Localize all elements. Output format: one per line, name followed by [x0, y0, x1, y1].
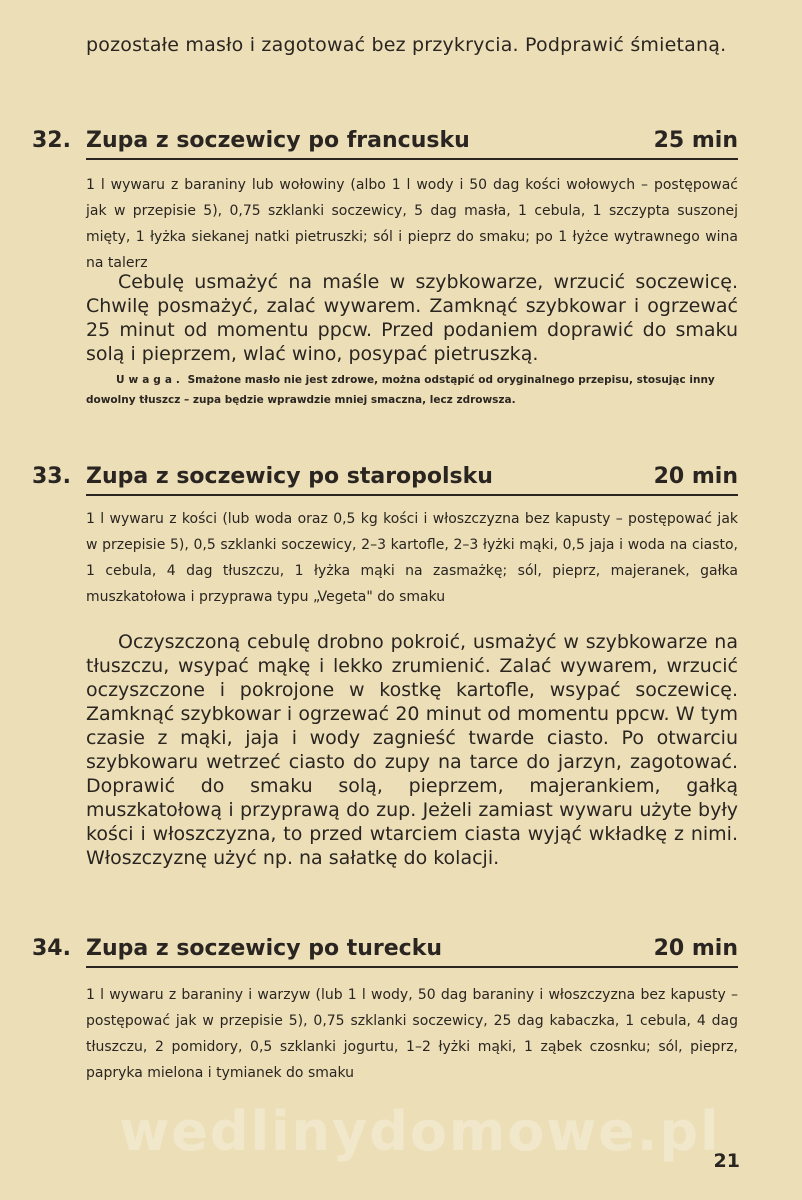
recipe-number: 32.: [32, 128, 71, 153]
recipe-32-note: [86, 370, 738, 410]
page-number: 21: [713, 1150, 740, 1172]
header-rule: [86, 966, 738, 968]
recipe-32-ingredients: 1 l wywaru z baraniny lub wołowiny (albo 1 l wody i 50 dag kości wołowych – postępować jak w przepisie 5), 0,75 szklanki soczewicy, 5 dag masła, 1 cebula, 1 szczypta suszonej mięty, 1 łyżka siekanej natki pietruszki; sól i pieprz do smaku; po 1 łyżce wytrawnego wina na talerz: [86, 177, 738, 271]
recipe-33-ingredients: 1 l wywaru z kości (lub woda oraz 0,5 kg kości i włoszczyzna bez kapusty – postępować jak w przepisie 5), 0,5 szklanki soczewicy, 2–3 kartofle, 2–3 łyżki mąki, 0,5 jaja i woda na ciasto, 1 cebula, 4 dag tłuszczu, 1 łyżka mąki na zasmażkę; sól, pieprz, majeranek, gałka muszkatołowa i przyprawa typu „Vegeta" do smaku: [86, 511, 738, 605]
recipe-time: 25 min: [653, 128, 738, 153]
recipe-33-instructions: Oczyszczoną cebulę drobno pokroić, usmażyć w szybkowarze na tłuszczu, wsypać mąkę i lekko zrumienić. Zalać wywarem, wrzucić oczyszczone i pokrojone w kostkę kartofle, wsypać soczewicę. Zamknąć szybkowar i ogrzewać 20 minut od momentu ppcw. W tym czasie z mąki, jaja i wody zagnieść twarde ciasto. Po otwarciu szybkowaru wetrzeć ciasto do zupy na tarce do jarzyn, zagotować. Doprawić do smaku solą, pieprzem, majerankiem, gałką muszkatołową i przyprawą do zup. Jeżeli zamiast wywaru użyte były kości i włoszczyzna, to przed wtarciem ciasta wyjąć wkładkę z nimi. Włoszczyznę użyć np. na sałatkę do kolacji.: [86, 631, 738, 869]
recipe-time: 20 min: [653, 464, 738, 489]
note-label: Uwaga.: [116, 374, 184, 386]
recipe-title: Zupa z soczewicy po francusku: [86, 128, 470, 153]
header-rule: [86, 494, 738, 496]
watermark: wedlinydomowe.pl: [119, 1100, 721, 1163]
recipe-time: 20 min: [653, 936, 738, 961]
recipe-number: 33.: [32, 464, 71, 489]
recipe-number: 34.: [32, 936, 71, 961]
header-rule: [86, 158, 738, 160]
intro-paragraph: pozostałe masło i zagotować bez przykrycia. Podprawić śmietaną.: [86, 34, 727, 56]
recipe-header-33: [32, 464, 738, 500]
recipe-header-34: [32, 936, 738, 972]
recipe-header-32: [32, 128, 738, 164]
recipe-title: Zupa z soczewicy po turecku: [86, 936, 443, 961]
recipe-title: Zupa z soczewicy po staropolsku: [86, 464, 493, 489]
note-text: Smażone masło nie jest zdrowe, można odstąpić od oryginalnego przepisu, stosując inny dowolny tłuszcz – zupa będzie wprawdzie mniej smaczna, lecz zdrowsza.: [86, 374, 715, 406]
recipe-34-ingredients: 1 l wywaru z baraniny i warzyw (lub 1 l wody, 50 dag baraniny i włoszczyzna bez kapusty – postępować jak w przepisie 5), 0,75 szklanki soczewicy, 25 dag kabaczka, 1 cebula, 4 dag tłuszczu, 2 pomidory, 0,5 szklanki jogurtu, 1–2 łyżki mąki, 1 ząbek czosnku; sól, pieprz, papryka mielona i tymianek do smaku: [86, 987, 738, 1081]
recipe-32-instructions: Cebulę usmażyć na maśle w szybkowarze, wrzucić soczewicę. Chwilę posmażyć, zalać wywarem. Zamknąć szybkowar i ogrzewać 25 minut od momentu ppcw. Przed podaniem doprawić do smaku solą i pieprzem, wlać wino, posypać pietruszką.: [86, 271, 738, 365]
